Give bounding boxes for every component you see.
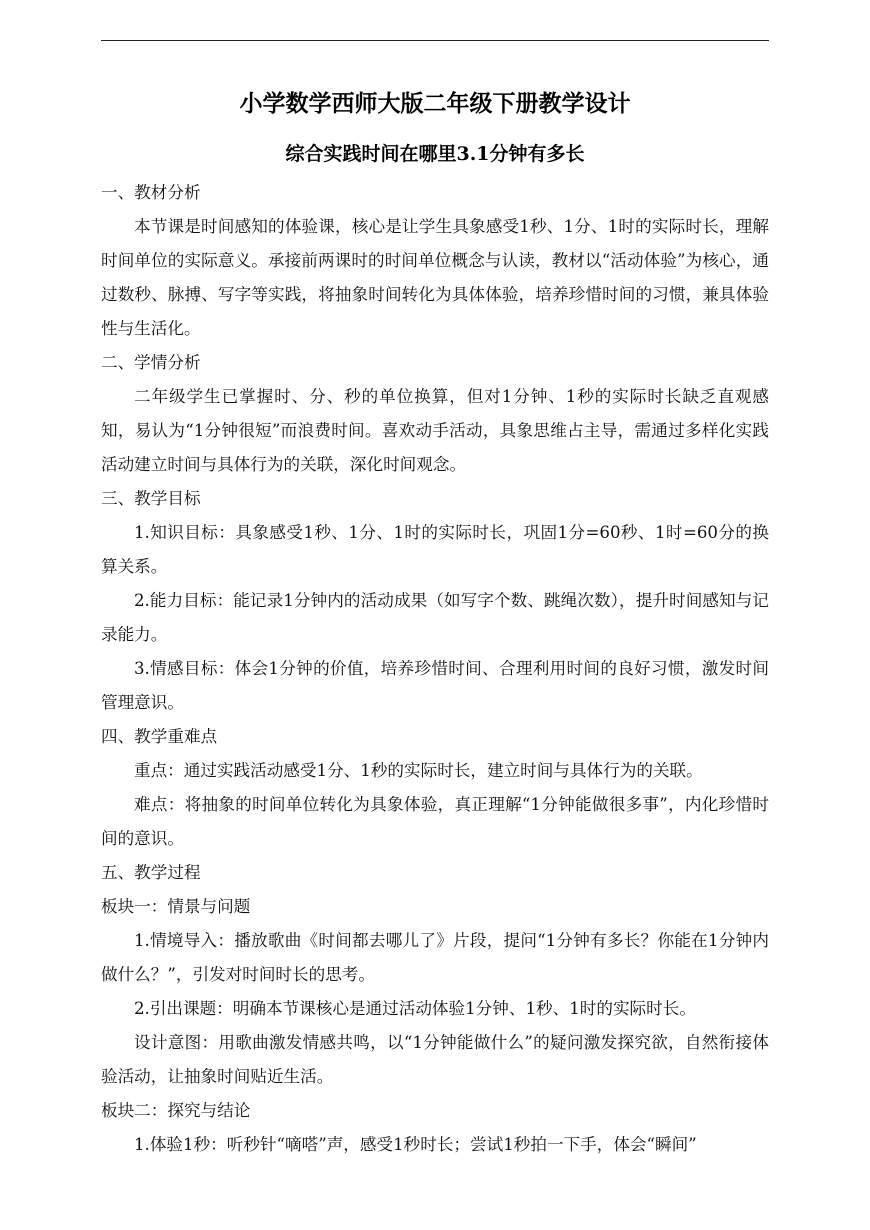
section-heading-textbook-analysis: 一、教材分析 <box>101 183 201 202</box>
paragraph: 重点：通过实践活动感受1分、1秒的实际时长，建立时间与具体行为的关联。 <box>134 761 703 780</box>
paragraph: 本节课是时间感知的体验课，核心是让学生具象感受1秒、1分、1时的实际时长，理解时间单位的实际意义。承接前两课时的时间单位概念与认读，教材以“活动体验”为核心，通过数秒、脉搏、写字等实践，将抽象时间转化为具体体验，培养珍惜时间的习惯，兼具体验性与生活化。 <box>101 217 769 338</box>
block-heading-scenario: 板块一：情景与问题 <box>101 897 251 916</box>
section-heading-student-analysis: 二、学情分析 <box>101 353 201 372</box>
header-rule <box>101 40 769 41</box>
paragraph: 1.情境导入：播放歌曲《时间都去哪儿了》片段，提问“1分钟有多长？你能在1分钟内做什么？”，引发对时间时长的思考。 <box>101 931 769 984</box>
section-heading-key-points: 四、教学重难点 <box>101 727 218 746</box>
section-heading-process: 五、教学过程 <box>101 863 201 882</box>
block-heading-exploration: 板块二：探究与结论 <box>101 1101 251 1120</box>
paragraph: 1.体验1秒：听秒针“嘀嗒”声，感受1秒时长；尝试1秒拍一下手，体会“瞬间” <box>134 1135 697 1154</box>
paragraph: 2.能力目标：能记录1分钟内的活动成果（如写字个数、跳绳次数），提升时间感知与记录能力。 <box>101 591 769 644</box>
document-subtitle: 综合实践时间在哪里3.1分钟有多长 <box>285 143 585 165</box>
paragraph: 二年级学生已掌握时、分、秒的单位换算，但对1分钟、1秒的实际时长缺乏直观感知，易认为“1分钟很短”而浪费时间。喜欢动手活动，具象思维占主导，需通过多样化实践活动建立时间与具体行为的关联，深化时间观念。 <box>101 387 769 474</box>
document-title: 小学数学西师大版二年级下册教学设计 <box>239 90 631 117</box>
section-heading-objectives: 三、教学目标 <box>101 489 201 508</box>
document-body <box>101 176 769 1162</box>
paragraph: 1.知识目标：具象感受1秒、1分、1时的实际时长，巩固1分=60秒、1时=60分的换算关系。 <box>101 523 769 576</box>
paragraph: 2.引出课题：明确本节课核心是通过活动体验1分钟、1秒、1时的实际时长。 <box>134 999 696 1018</box>
paragraph: 3.情感目标：体会1分钟的价值，培养珍惜时间、合理利用时间的良好习惯，激发时间管理意识。 <box>101 659 769 712</box>
paragraph: 设计意图：用歌曲激发情感共鸣，以“1分钟能做什么”的疑问激发探究欲，自然衔接体验活动，让抽象时间贴近生活。 <box>101 1033 769 1086</box>
paragraph: 难点：将抽象的时间单位转化为具象体验，真正理解“1分钟能做很多事”，内化珍惜时间的意识。 <box>101 795 769 848</box>
